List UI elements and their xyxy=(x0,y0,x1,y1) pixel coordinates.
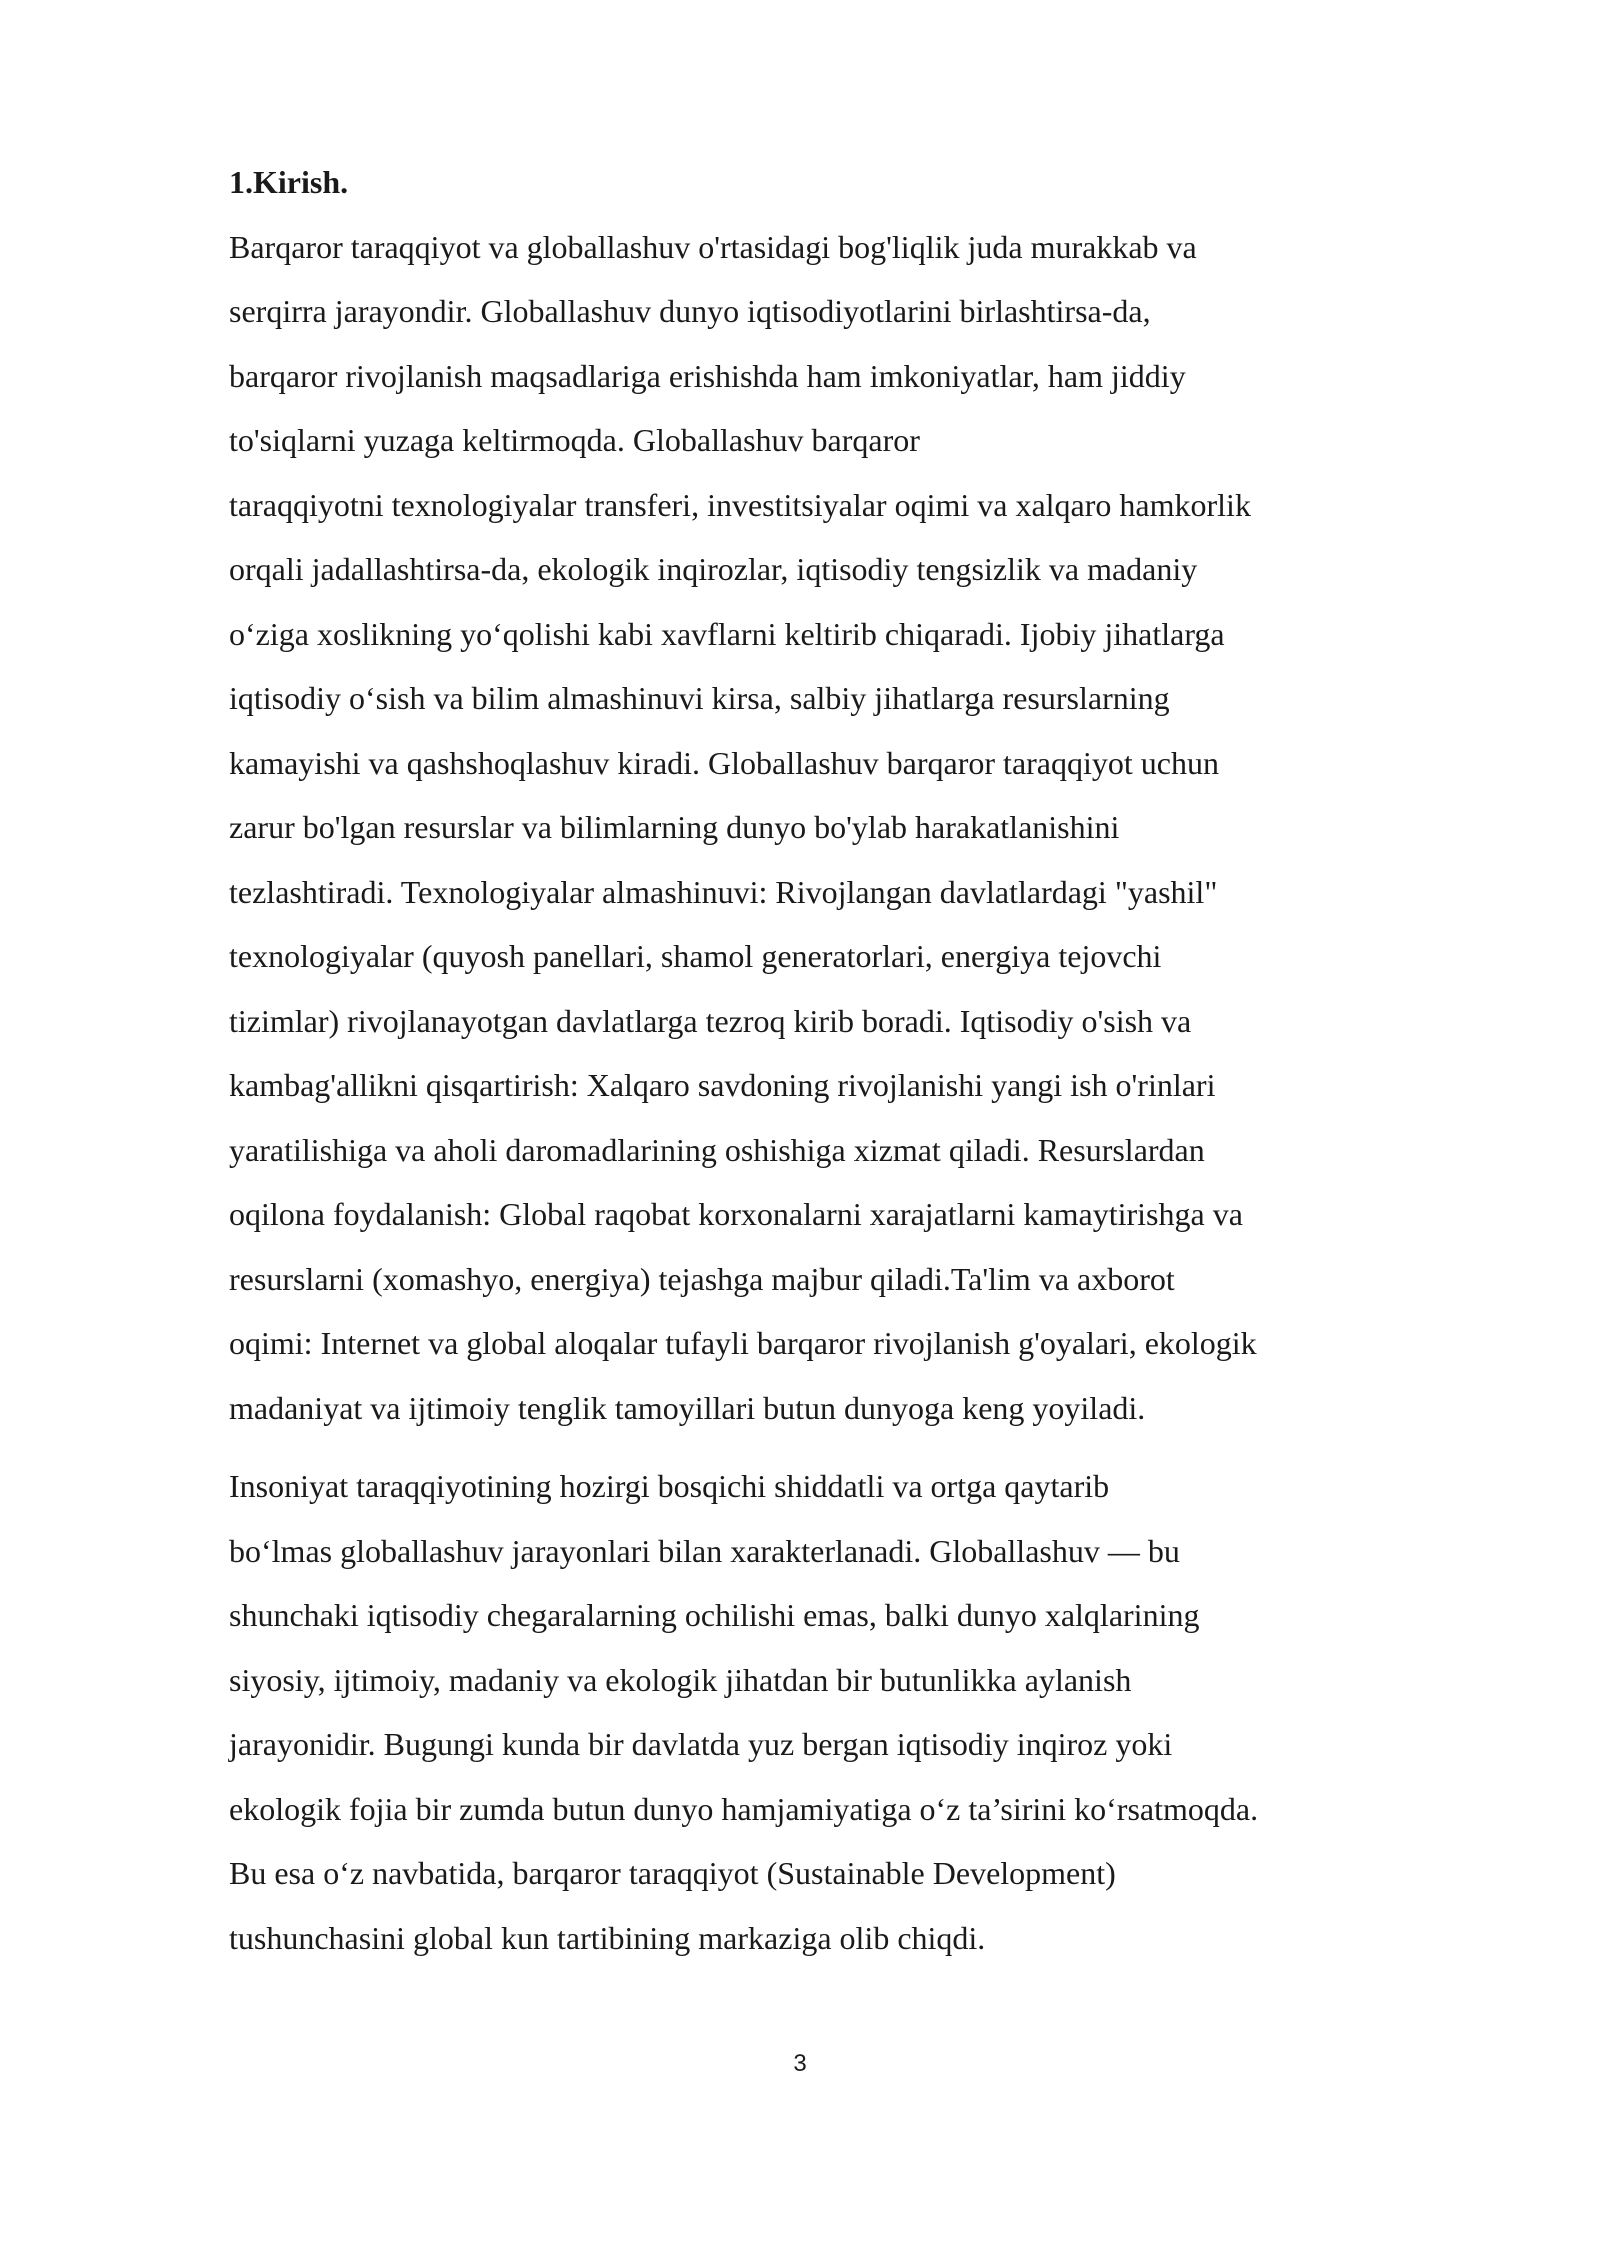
text-line: oqimi: Internet va global aloqalar tufayli barqaror rivojlanish g'oyalari, ekologik xyxy=(229,1325,1257,1361)
text-line: siyosiy, ijtimoiy, madaniy va ekologik jihatdan bir butunlikka aylanish xyxy=(229,1661,1132,1698)
text-line: barqaror rivojlanish maqsadlariga erishishda ham imkoniyatlar, ham jiddiy xyxy=(229,357,1186,394)
text-line: oqilona foydalanish: Global raqobat korxonalarni xarajatlarni kamaytirishga va xyxy=(229,1196,1243,1232)
text-line: tushunchasini global kun tartibining markaziga olib chiqdi. xyxy=(229,1919,986,1956)
paragraph-2 xyxy=(229,1454,1469,1970)
text-line: Insoniyat taraqqiyotining hozirgi bosqichi shiddatli va ortga qaytarib xyxy=(229,1468,1110,1504)
text-line: shunchaki iqtisodiy chegaralarning ochilishi emas, balki dunyo xalqlarining xyxy=(229,1597,1200,1633)
text-line: bo‘lmas globallashuv jarayonlari bilan xarakterlanadi. Globallashuv — bu xyxy=(229,1532,1180,1569)
page-number: 3 xyxy=(793,2050,807,2077)
text-line: Bu esa o‘z navbatida, barqaror taraqqiyot (Sustainable Development) xyxy=(229,1855,1116,1891)
text-line: madaniyat va ijtimoiy tenglik tamoyillari butun dunyoga keng yoyiladi. xyxy=(229,1389,1146,1426)
text-line: resurslarni (xomashyo, energiya) tejashga majbur qiladi.Ta'lim va axborot xyxy=(229,1260,1175,1297)
text-line: zarur bo'lgan resurslar va bilimlarning dunyo bo'ylab harakatlanishini xyxy=(229,809,1120,845)
text-line: o‘ziga xoslikning yo‘qolishi kabi xavflarni keltirib chiqaradi. Ijobiy jihatlarga xyxy=(229,615,1225,652)
text-line: tizimlar) rivojlanayotgan davlatlarga tezroq kirib boradi. Iqtisodiy o'sish va xyxy=(229,1002,1192,1039)
text-line: texnologiyalar (quyosh panellari, shamol generatorlari, energiya tejovchi xyxy=(229,938,1162,974)
text-line: tezlashtiradi. Texnologiyalar almashinuvi: Rivojlangan davlatlardagi "yashil" xyxy=(229,873,1218,910)
text-line: taraqqiyotni texnologiyalar transferi, investitsiyalar oqimi va xalqaro hamkorlik xyxy=(229,486,1251,523)
text-line: Barqaror taraqqiyot va globallashuv o'rtasidagi bog'liqlik juda murakkab va xyxy=(229,228,1197,265)
text-line: jarayonidir. Bugungi kunda bir davlatda yuz bergan iqtisodiy inqiroz yoki xyxy=(229,1726,1173,1762)
text-line: kambag'allikni qisqartirish: Xalqaro savdoning rivojlanishi yangi ish o'rinlari xyxy=(229,1067,1216,1103)
text-line: yaratilishiga va aholi daromadlarining oshishiga xizmat qiladi. Resurslardan xyxy=(229,1131,1205,1168)
text-line: orqali jadallashtirsa-da, ekologik inqirozlar, iqtisodiy tengsizlik va madaniy xyxy=(229,551,1198,587)
section-heading: 1.Kirish. xyxy=(229,164,349,200)
text-line: to'siqlarni yuzaga keltirmoqda. Globallashuv barqaror xyxy=(229,422,920,458)
page-content xyxy=(229,150,1469,1970)
text-line: ekologik fojia bir zumda butun dunyo hamjamiyatiga o‘z ta’sirini ko‘rsatmoqda. xyxy=(229,1790,1259,1827)
paragraph-1 xyxy=(229,215,1469,1441)
text-line: serqirra jarayondir. Globallashuv dunyo iqtisodiyotlarini birlashtirsa-da, xyxy=(229,293,1151,329)
text-line: iqtisodiy o‘sish va bilim almashinuvi kirsa, salbiy jihatlarga resurslarning xyxy=(229,680,1170,716)
text-line: kamayishi va qashshoqlashuv kiradi. Globallashuv barqaror taraqqiyot uchun xyxy=(229,744,1219,781)
